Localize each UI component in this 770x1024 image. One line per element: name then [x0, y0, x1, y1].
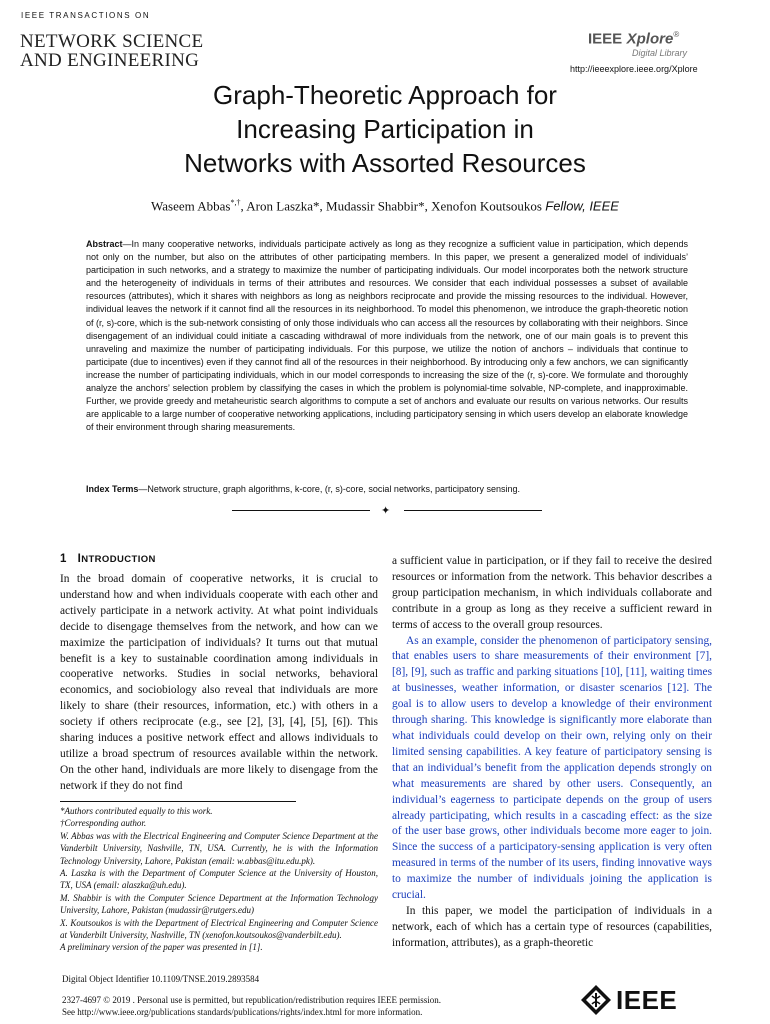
- journal-name: [20, 32, 203, 70]
- xplore-logo-registered: ®: [673, 30, 680, 39]
- section-title-rest: NTRODUCTION: [81, 554, 156, 565]
- divider-line-right: [404, 510, 542, 511]
- footnote-corresponding: †Corresponding author.: [60, 818, 147, 829]
- body-paragraph: In this paper, we model the participation of individuals in a network, each of which has a certain type of resources (capabilities, information, attributes), as a graph-theoretic: [392, 904, 712, 949]
- copyright-notice: [62, 994, 562, 1018]
- xplore-logo-ieee: IEEE: [588, 30, 623, 48]
- author-fellow-title: Fellow, IEEE: [545, 198, 619, 214]
- footnote-shabbir: M. Shabbir is with the Computer Science Department at the Information Technology University, Lahore, Pakistan (mudassir@rutgers.edu): [60, 892, 378, 916]
- ieee-logo: [580, 984, 677, 1016]
- index-terms-label: Index Terms: [86, 484, 139, 494]
- xplore-logo-subtitle: Digital Library: [632, 48, 688, 58]
- author-primary: Waseem Abbas: [151, 198, 231, 214]
- journal-name-line2: AND ENGINEERING: [20, 50, 200, 71]
- paper-title-line1: Graph-Theoretic Approach for: [213, 80, 557, 110]
- xplore-logo-word: Xplore: [626, 30, 674, 48]
- section-title-initial: I: [77, 553, 82, 565]
- index-terms-text: —Network structure, graph algorithms, k-core, (r, s)-core, social networks, participatory sensing.: [138, 484, 520, 494]
- footnote-rule: [60, 801, 296, 802]
- footnote-laszka: A. Laszka is with the Department of Computer Science at the University of Houston, TX, USA (email: alaszka@uh.edu).: [60, 868, 378, 891]
- divider-line-left: [232, 510, 370, 511]
- abstract: [86, 238, 688, 434]
- author-others: , Aron Laszka*, Mudassir Shabbir*, Xenofon Koutsoukos: [240, 198, 546, 214]
- footnote-preliminary: A preliminary version of the paper was presented in [1].: [60, 942, 263, 953]
- abstract-label: Abstract: [86, 239, 123, 249]
- paper-title-line2: Increasing Participation in: [236, 114, 534, 144]
- author-list: [70, 198, 700, 214]
- section-heading: [60, 553, 156, 565]
- ieee-xplore-logo: [588, 30, 679, 48]
- journal-name-line1: NETWORK SCIENCE: [20, 31, 204, 52]
- section-number: 1: [60, 553, 67, 565]
- ieee-diamond-icon: [580, 984, 612, 1016]
- body-paragraph-highlighted: As an example, consider the phenomenon of participatory sensing, that enables users to share measurements of their environment [7], [8], [9], such as traffic and parking situations [10], [11], waiting times at businesses, weather information, or disaster scenarios [12]. The goal is to allow users to develop a knowledge of their environment through sharing. This knowledge is significantly more elaborate than what individuals could develop on their own, relying only on their limited sensing capabilities. A key feature of participatory sensing is that an individual’s benefit from the application depends strongly on what measurements are shared by other users. Consequently, an individual’s eagerness to participate depends on the group of users already participating, which results in a cascading effect: as the size of the user base grows, other individuals become more eager to join. Since the success of a participatory-sensing application is very often measured in terms of the number of its users, finding innovative ways to maximize the number of individuals joining the application is crucial.: [392, 634, 712, 902]
- abstract-text: —In many cooperative networks, individuals participate actively as long as they recognize a sufficient value in participation, which depends not only on the number, but also on the attributes of other participating members. In this paper, we present a generalized model of individuals’ participation in such networks, and a strategy to maximize the number of participating individuals. Our model incorporates both the network structure and the heterogeneity of individuals in terms of their attributes and resources. We consider that each individual possesses a subset of available resources (attributes), which it shares with neighbors as long as neighbors reciprocate and provide the missing resources to the individual. However, individual leaves the network if it cannot find all the resources in its neighborhood. To model this phenomenon, we introduce the graph-theoretic notion of (r, s)-core, which is the sub-network consisting of only those individuals who can access all the resources by collaborating with their neighbors. Since disengagement of an individual could initiate a cascading withdrawal of more individuals from the network, one of our main goals is to prevent this unraveling and maximize the number of participating individuals. For this purpose, we utilize the notion of anchors – individuals that continue to participate (due to incentives) even if they cannot find all of the resources in their neighborhood. By introducing only a few anchors, we can significantly increase the number of participating individuals, which in our model corresponds to increasing the size of the (r, s)-core. We formulate and thoroughly analyze the anchors’ selection problem by classifying the cases in which the problem is polynomial-time solvable, NP-complete, and inapproximable. Further, we provide greedy and metaheuristic search algorithms to compute a set of anchors and evaluate our results on various networks. Our results are applicable to a large number of cooperative networking applications, including participatory sensing in which users develop an elaborate knowledge of their environment through sharing measurements.: [86, 239, 688, 433]
- footnote-koutsoukos: X. Koutsoukos is with the Department of Electrical Engineering and Computer Science at Vanderbilt University, Nashville, TN (xenofon.koutsoukos@vanderbilt.edu).: [60, 917, 378, 941]
- section-divider: [232, 504, 542, 518]
- ieee-logo-word: IEEE: [616, 984, 678, 1015]
- body-paragraph: a sufficient value in participation, or if they fail to receive the desired resources or information from the network. This behavior describes a group participation mechanism, in which individuals collaborate and contribute in a group as long as they receive a sufficient reward in terms of access to the overall group resources.: [392, 555, 712, 631]
- copyright-line2: See http://www.ieee.org/publications standards/publications/rights/index.html for more information.: [62, 1007, 423, 1017]
- footnote-abbas: W. Abbas was with the Electrical Engineering and Computer Science Department at the Vanderbilt University, Nashville, TN, USA. Currently, he is with the Information Technology University, Lahore, Pakistan (email: w.abbas@itu.edu.pk).: [60, 830, 378, 866]
- copyright-line1: 2327-4697 © 2019 . Personal use is permitted, but republication/redistribution requires IEEE permission.: [62, 995, 442, 1005]
- body-paragraph: In the broad domain of cooperative networks, it is crucial to understand how and when individuals cooperate with each other and actively participate in a network activity. At what point individuals decide to disengage themselves from the network, and how can we maximize the participation of individuals? It turns out that mutual benefit is a key to sustainable coordination among individuals in cooperative networks. Studies in social networks, behavioral economics, and sociobiology also reveal that individuals are more likely to share (their resources, information, etc.) with others in a society if others reciprocate (e.g., see [2], [3], [4], [5], [6]). This sharing induces a positive network effect and allows individuals to utilize a broad spectrum of resources available within the network. On the other hand, individuals are more likely to disengage from the network if they do not find: [60, 573, 378, 792]
- paper-title-line3: Networks with Assorted Resources: [184, 148, 586, 178]
- index-terms: [86, 483, 688, 496]
- body-left-column: [60, 572, 378, 795]
- author-marks: *,†: [230, 198, 241, 207]
- footnote-equal-contribution: *Authors contributed equally to this work.: [60, 806, 213, 816]
- body-right-column: [392, 554, 712, 952]
- journal-kicker: IEEE TRANSACTIONS ON: [21, 11, 151, 20]
- divider-diamond-icon: ✦: [381, 505, 391, 517]
- paper-title: [100, 78, 670, 180]
- footnotes: [60, 805, 378, 954]
- xplore-url-link[interactable]: http://ieeexplore.ieee.org/Xplore: [570, 64, 698, 74]
- doi-line: Digital Object Identifier 10.1109/TNSE.2019.2893584: [62, 974, 260, 984]
